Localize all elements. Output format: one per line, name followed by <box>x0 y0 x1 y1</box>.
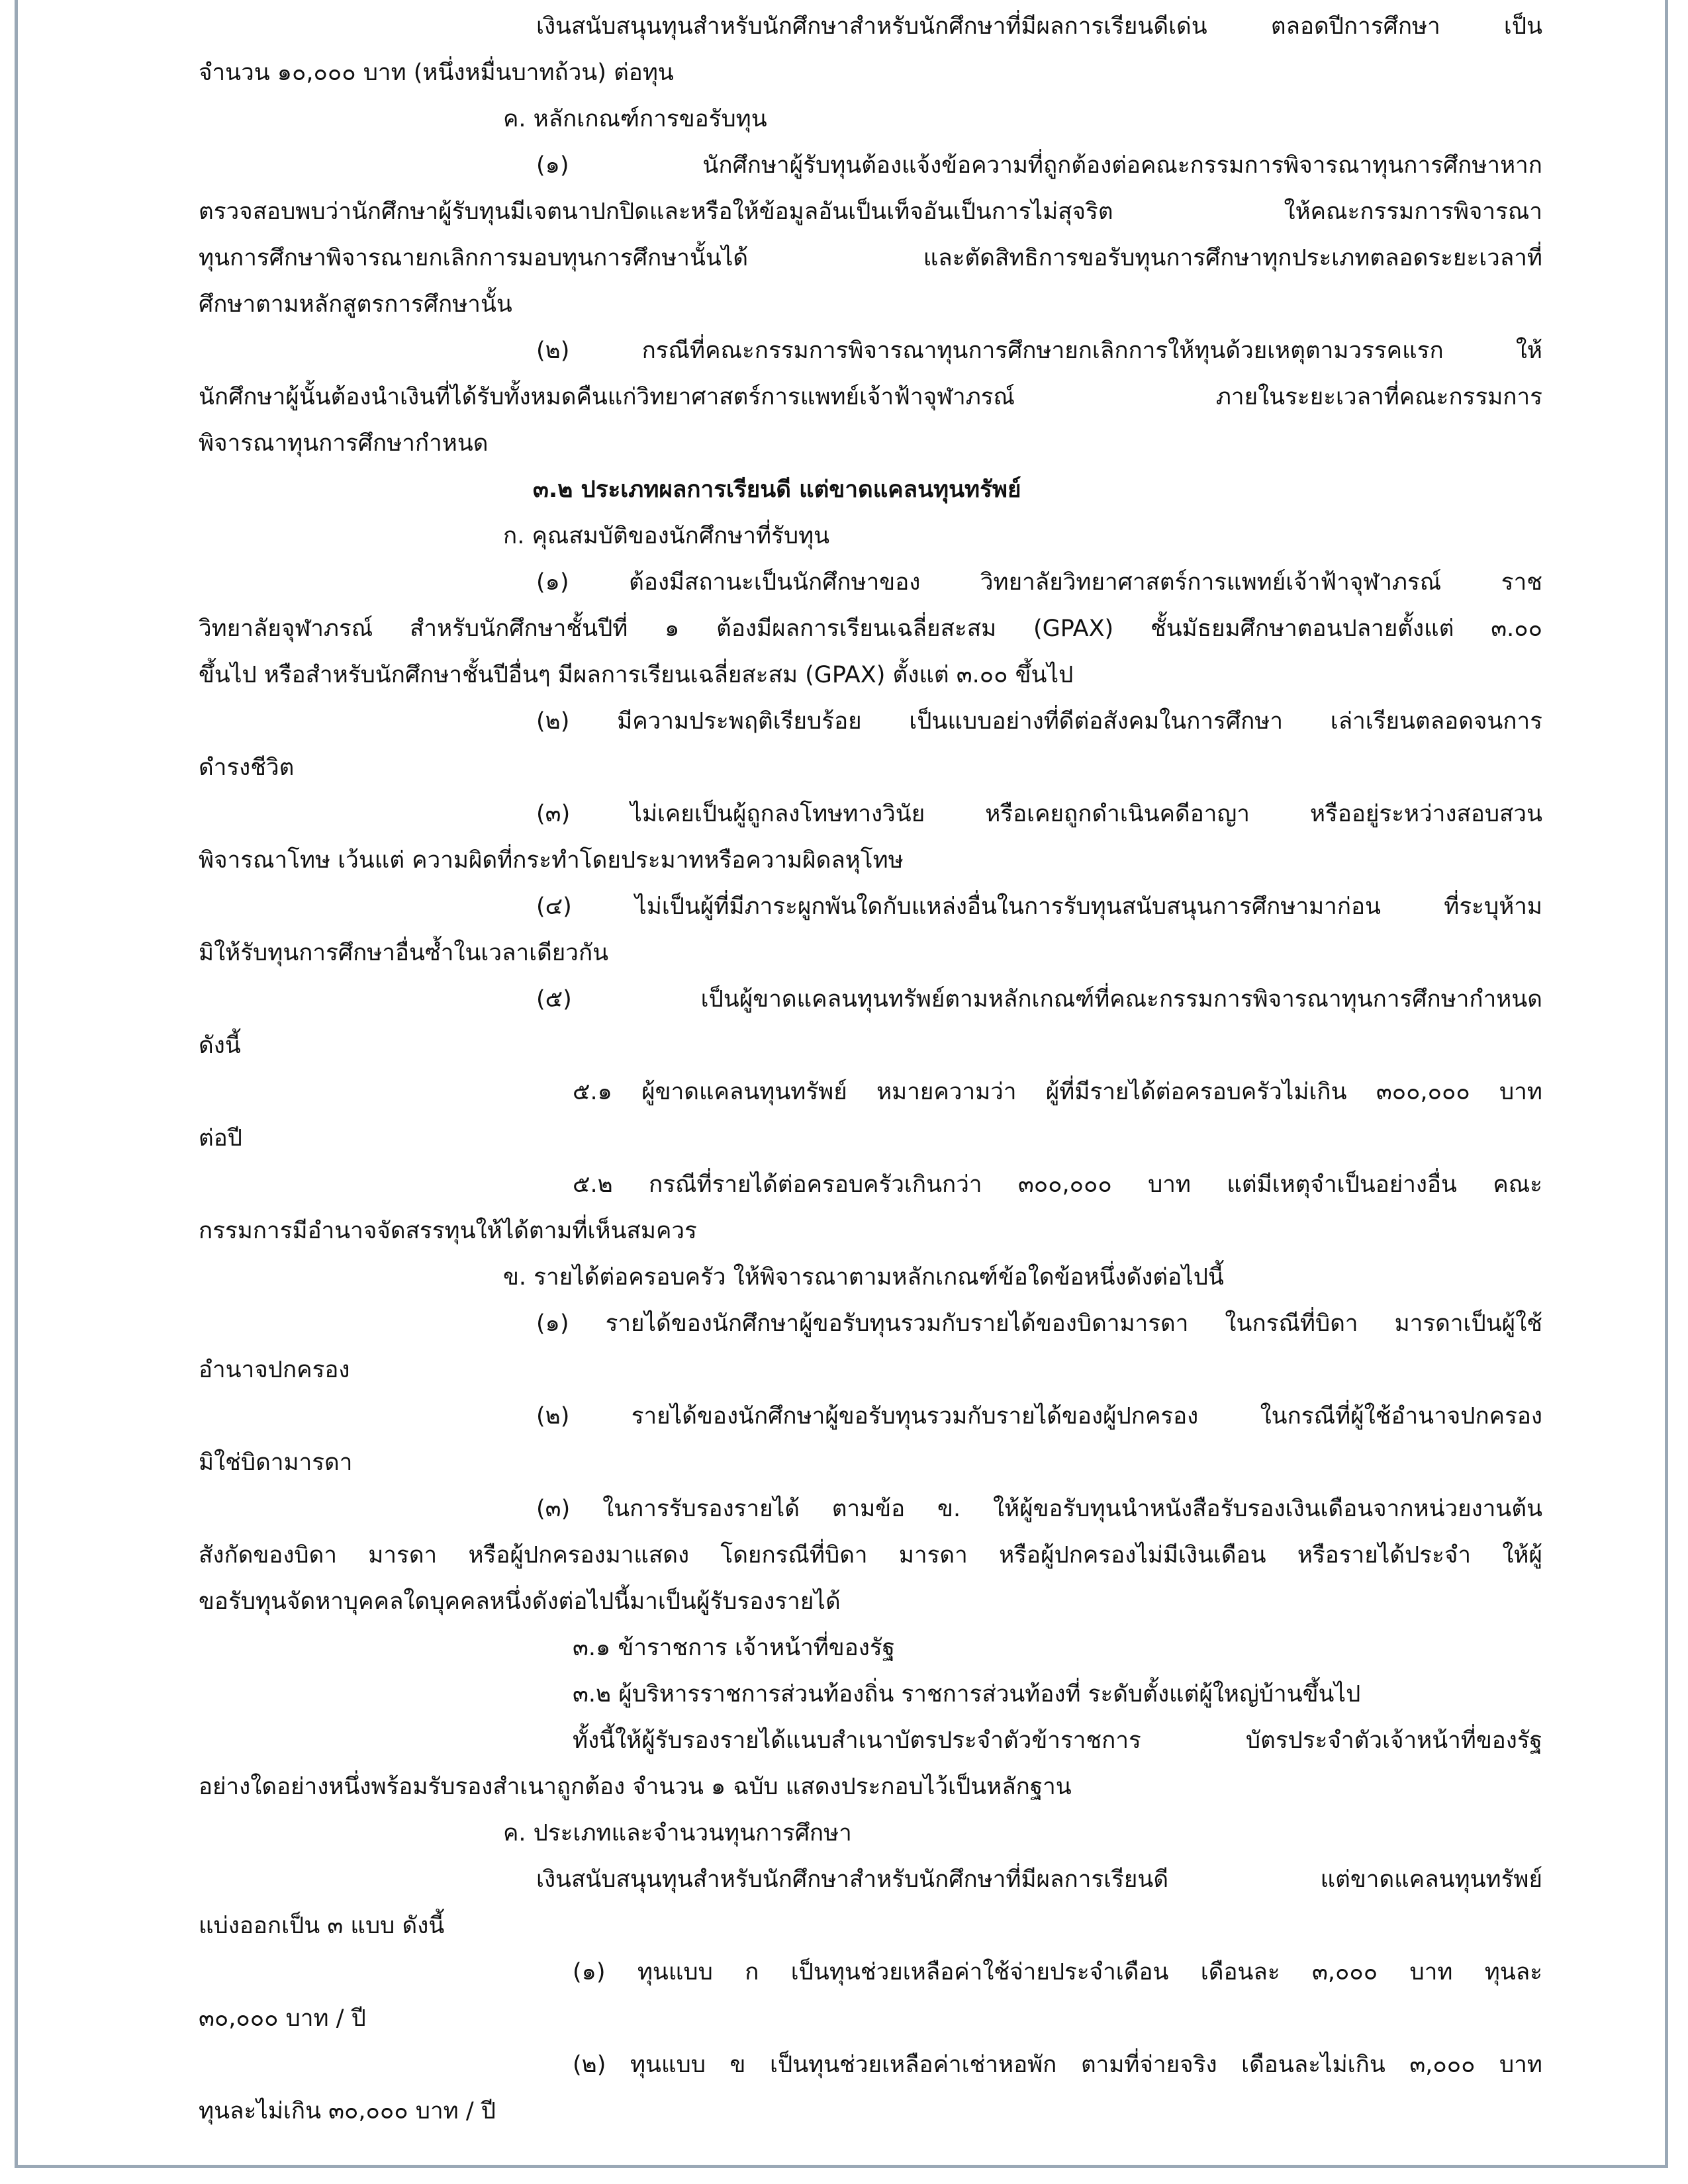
text-line: ตรวจสอบพบว่านักศึกษาผู้รับทุนมีเจตนาปกปิดและหรือให้ข้อมูลอันเป็นเท็จอันเป็นการไม่สุจริต ให้คณะกรรมการพิจารณา <box>199 199 1542 225</box>
text-line: ดังนี้ <box>199 1032 241 1059</box>
text-line: อย่างใดอย่างหนึ่งพร้อมรับรองสำเนาถูกต้อง จำนวน ๑ ฉบับ แสดงประกอบไว้เป็นหลักฐาน <box>199 1774 1072 1800</box>
text-line: ๕.๒ กรณีที่รายได้ต่อครอบครัวเกินกว่า ๓๐๐,๐๐๐ บาท แต่มีเหตุจำเป็นอย่างอื่น คณะ <box>573 1171 1542 1198</box>
text-line: (๑) นักศึกษาผู้รับทุนต้องแจ้งข้อความที่ถูกต้องต่อคณะกรรมการพิจารณาทุนการศึกษาหาก <box>536 152 1542 179</box>
text-line: นักศึกษาผู้นั้นต้องนำเงินที่ได้รับทั้งหมดคืนแก่วิทยาศาสตร์การแพทย์เจ้าฟ้าจุฬาภรณ์ ภายในระยะเวลาที่คณะกรรมการ <box>199 384 1542 410</box>
text-line: ทั้งนี้ให้ผู้รับรองรายได้แนบสำเนาบัตรประจำตัวข้าราชการ บัตรประจำตัวเจ้าหน้าที่ของรัฐ <box>573 1727 1542 1754</box>
text-line: (๒) รายได้ของนักศึกษาผู้ขอรับทุนรวมกับรายได้ของผู้ปกครอง ในกรณีที่ผู้ใช้อำนาจปกครอง <box>536 1403 1542 1430</box>
document-body <box>199 3 1542 2134</box>
text-line: ขึ้นไป หรือสำหรับนักศึกษาชั้นปีอื่นๆ มีผลการเรียนเฉลี่ยสะสม (GPAX) ตั้งแต่ ๓.๐๐ ขึ้นไป <box>199 662 1074 688</box>
text-line: ขอรับทุนจัดหาบุคคลใดบุคคลหนึ่งดังต่อไปนี้มาเป็นผู้รับรองรายได้ <box>199 1588 841 1615</box>
text-line: แบ่งออกเป็น ๓ แบบ ดังนี้ <box>199 1913 445 1939</box>
text-line: ก. คุณสมบัติของนักศึกษาที่รับทุน <box>503 523 830 549</box>
text-line: (๔) ไม่เป็นผู้ที่มีภาระผูกพันใดกับแหล่งอื่นในการรับทุนสนับสนุนการศึกษามาก่อน ที่ระบุห้าม <box>536 893 1542 920</box>
text-line: ๓.๑ ข้าราชการ เจ้าหน้าที่ของรัฐ <box>573 1635 895 1661</box>
text-line: จำนวน ๑๐,๐๐๐ บาท (หนึ่งหมื่นบาทถ้วน) ต่อทุน <box>199 60 674 86</box>
text-line: (๒) ทุนแบบ ข เป็นทุนช่วยเหลือค่าเช่าหอพัก ตามที่จ่ายจริง เดือนละไม่เกิน ๓,๐๐๐ บาท <box>573 2052 1542 2078</box>
text-line: ต่อปี <box>199 1125 242 1152</box>
text-line: วิทยาลัยจุฬาภรณ์ สำหรับนักศึกษาชั้นปีที่ ๑ ต้องมีผลการเรียนเฉลี่ยสะสม (GPAX) ชั้นมัธยมศึกษาตอนปลายตั้งแต่ ๓.๐๐ <box>199 615 1542 642</box>
text-line: ๓๐,๐๐๐ บาท / ปี <box>199 2005 366 2032</box>
text-line: ๕.๑ ผู้ขาดแคลนทุนทรัพย์ หมายความว่า ผู้ที่มีรายได้ต่อครอบครัวไม่เกิน ๓๐๐,๐๐๐ บาท <box>573 1079 1542 1105</box>
text-line: ทุนการศึกษาพิจารณายกเลิกการมอบทุนการศึกษานั้นได้ และตัดสิทธิการขอรับทุนการศึกษาทุกประเภทตลอดระยะเวลาที่ <box>199 245 1542 271</box>
text-line: พิจารณาโทษ เว้นแต่ ความผิดที่กระทำโดยประมาทหรือความผิดลหุโทษ <box>199 847 904 874</box>
text-line: เงินสนับสนุนทุนสำหรับนักศึกษาสำหรับนักศึกษาที่มีผลการเรียนดี แต่ขาดแคลนทุนทรัพย์ <box>536 1866 1542 1893</box>
text-line: (๕) เป็นผู้ขาดแคลนทุนทรัพย์ตามหลักเกณฑ์ที่คณะกรรมการพิจารณาทุนการศึกษากำหนด <box>536 986 1542 1013</box>
text-line: กรรมการมีอำนาจจัดสรรทุนให้ได้ตามที่เห็นสมควร <box>199 1218 697 1244</box>
text-line: ทุนละไม่เกิน ๓๐,๐๐๐ บาท / ปี <box>199 2098 496 2124</box>
text-line: (๒) มีความประพฤติเรียบร้อย เป็นแบบอย่างที่ดีต่อสังคมในการศึกษา เล่าเรียนตลอดจนการ <box>536 708 1542 735</box>
text-line: (๑) ต้องมีสถานะเป็นนักศึกษาของ วิทยาลัยวิทยาศาสตร์การแพทย์เจ้าฟ้าจุฬาภรณ์ ราช <box>536 569 1542 596</box>
text-line: ๓.๒ ประเภทผลการเรียนดี แต่ขาดแคลนทุนทรัพย์ <box>533 477 1021 503</box>
text-line: ๓.๒ ผู้บริหารราชการส่วนท้องถิ่น ราชการส่วนท้องที่ ระดับตั้งแต่ผู้ใหญ่บ้านขึ้นไป <box>573 1681 1361 1707</box>
text-line: ค. ประเภทและจำนวนทุนการศึกษา <box>503 1820 852 1846</box>
text-line: (๑) รายได้ของนักศึกษาผู้ขอรับทุนรวมกับรายได้ของบิดามารดา ในกรณีที่บิดา มารดาเป็นผู้ใช้ <box>536 1310 1542 1337</box>
text-line: มิให้รับทุนการศึกษาอื่นซ้ำในเวลาเดียวกัน <box>199 940 609 966</box>
text-line: ศึกษาตามหลักสูตรการศึกษานั้น <box>199 291 512 318</box>
text-line: อำนาจปกครอง <box>199 1357 350 1383</box>
text-line: พิจารณาทุนการศึกษากำหนด <box>199 430 489 457</box>
text-line: ข. รายได้ต่อครอบครัว ให้พิจารณาตามหลักเกณฑ์ข้อใดข้อหนึ่งดังต่อไปนี้ <box>503 1264 1224 1291</box>
text-line: ค. หลักเกณฑ์การขอรับทุน <box>503 106 767 132</box>
text-line: (๒) กรณีที่คณะกรรมการพิจารณาทุนการศึกษายกเลิกการให้ทุนด้วยเหตุตามวรรคแรก ให้ <box>536 338 1542 364</box>
text-line: ดำรงชีวิต <box>199 754 295 781</box>
text-line: (๓) ไม่เคยเป็นผู้ถูกลงโทษทางวินัย หรือเคยถูกดำเนินคดีอาญา หรืออยู่ระหว่างสอบสวน <box>536 801 1542 827</box>
text-line: สังกัดของบิดา มารดา หรือผู้ปกครองมาแสดง โดยกรณีที่บิดา มารดา หรือผู้ปกครองไม่มีเงินเดือน หรือรายได้ประจำ ให้ผู้ <box>199 1542 1542 1569</box>
text-line: มิใช่บิดามารดา <box>199 1449 353 1476</box>
text-line: (๓) ในการรับรองรายได้ ตามข้อ ข. ให้ผู้ขอรับทุนนำหนังสือรับรองเงินเดือนจากหน่วยงานต้น <box>536 1496 1542 1522</box>
text-line: เงินสนับสนุนทุนสำหรับนักศึกษาสำหรับนักศึกษาที่มีผลการเรียนดีเด่น ตลอดปีการศึกษา เป็น <box>536 13 1542 40</box>
text-line: (๑) ทุนแบบ ก เป็นทุนช่วยเหลือค่าใช้จ่ายประจำเดือน เดือนละ ๓,๐๐๐ บาท ทุนละ <box>573 1959 1542 1985</box>
